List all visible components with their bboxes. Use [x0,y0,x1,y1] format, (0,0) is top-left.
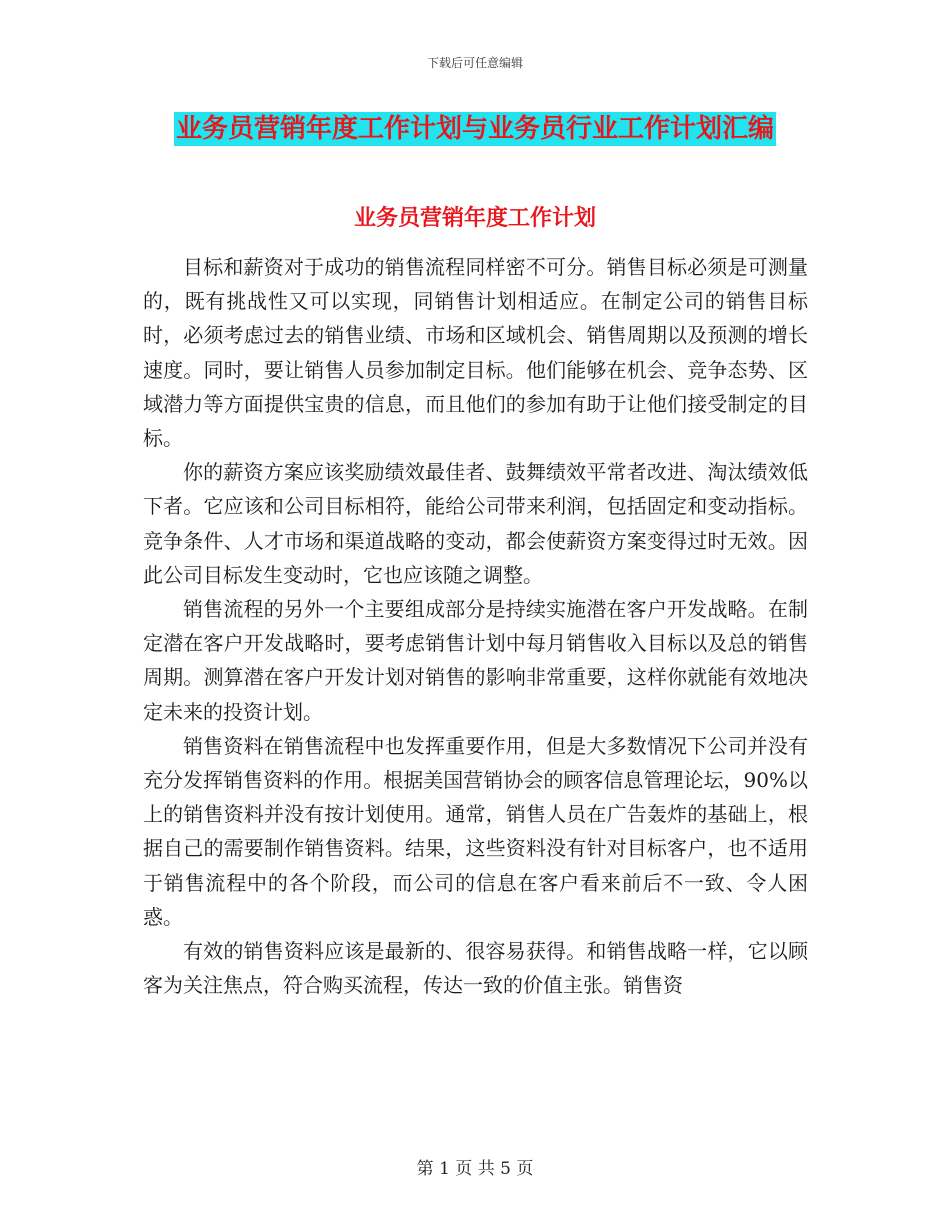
document-title-container [0,112,950,146]
paragraph: 目标和薪资对于成功的销售流程同样密不可分。销售目标必须是可测量的，既有挑战性又可以实现，同销售计划相适应。在制定公司的销售目标时，必须考虑过去的销售业绩、市场和区域机会、销售周期以及预测的增长速度。同时，要让销售人员参加制定目标。他们能够在机会、竞争态势、区域潜力等方面提供宝贵的信息，而且他们的参加有助于让他们接受制定的目标。 [143,255,808,451]
paragraph: 有效的销售资料应该是最新的、很容易获得。和销售战略一样，它以顾客为关注焦点，符合购买流程，传达一致的价值主张。销售资 [143,939,808,998]
paragraph: 你的薪资方案应该奖励绩效最佳者、鼓舞绩效平常者改进、淘汰绩效低下者。它应该和公司目标相符，能给公司带来利润，包括固定和变动指标。竞争条件、人才市场和渠道战略的变动，都会使薪资方案变得过时无效。因此公司目标发生变动时，它也应该随之调整。 [143,460,808,587]
section-title: 业务员营销年度工作计划 [353,205,596,231]
document-title: 业务员营销年度工作计划与业务员行业工作计划汇编 [175,114,774,144]
page-number: 第 1 页 共 5 页 [416,1159,534,1179]
paragraph: 销售资料在销售流程中也发挥重要作用，但是大多数情况下公司并没有充分发挥销售资料的作用。根据美国营销协会的顾客信息管理论坛，90%以上的销售资料并没有按计划使用。通常，销售人员在广告轰炸的基础上，根据自己的需要制作销售资料。结果，这些资料没有针对目标客户，也不适用于销售流程中的各个阶段，而公司的信息在客户看来前后不一致、令人困惑。 [143,733,808,929]
header-note: 下载后可任意编辑 [426,56,523,70]
document-body [143,250,808,1002]
paragraph: 销售流程的另外一个主要组成部分是持续实施潜在客户开发战略。在制定潜在客户开发战略时，要考虑销售计划中每月销售收入目标以及总的销售周期。测算潜在客户开发计划对销售的影响非常重要，这样你就能有效地决定未来的投资计划。 [143,597,808,724]
